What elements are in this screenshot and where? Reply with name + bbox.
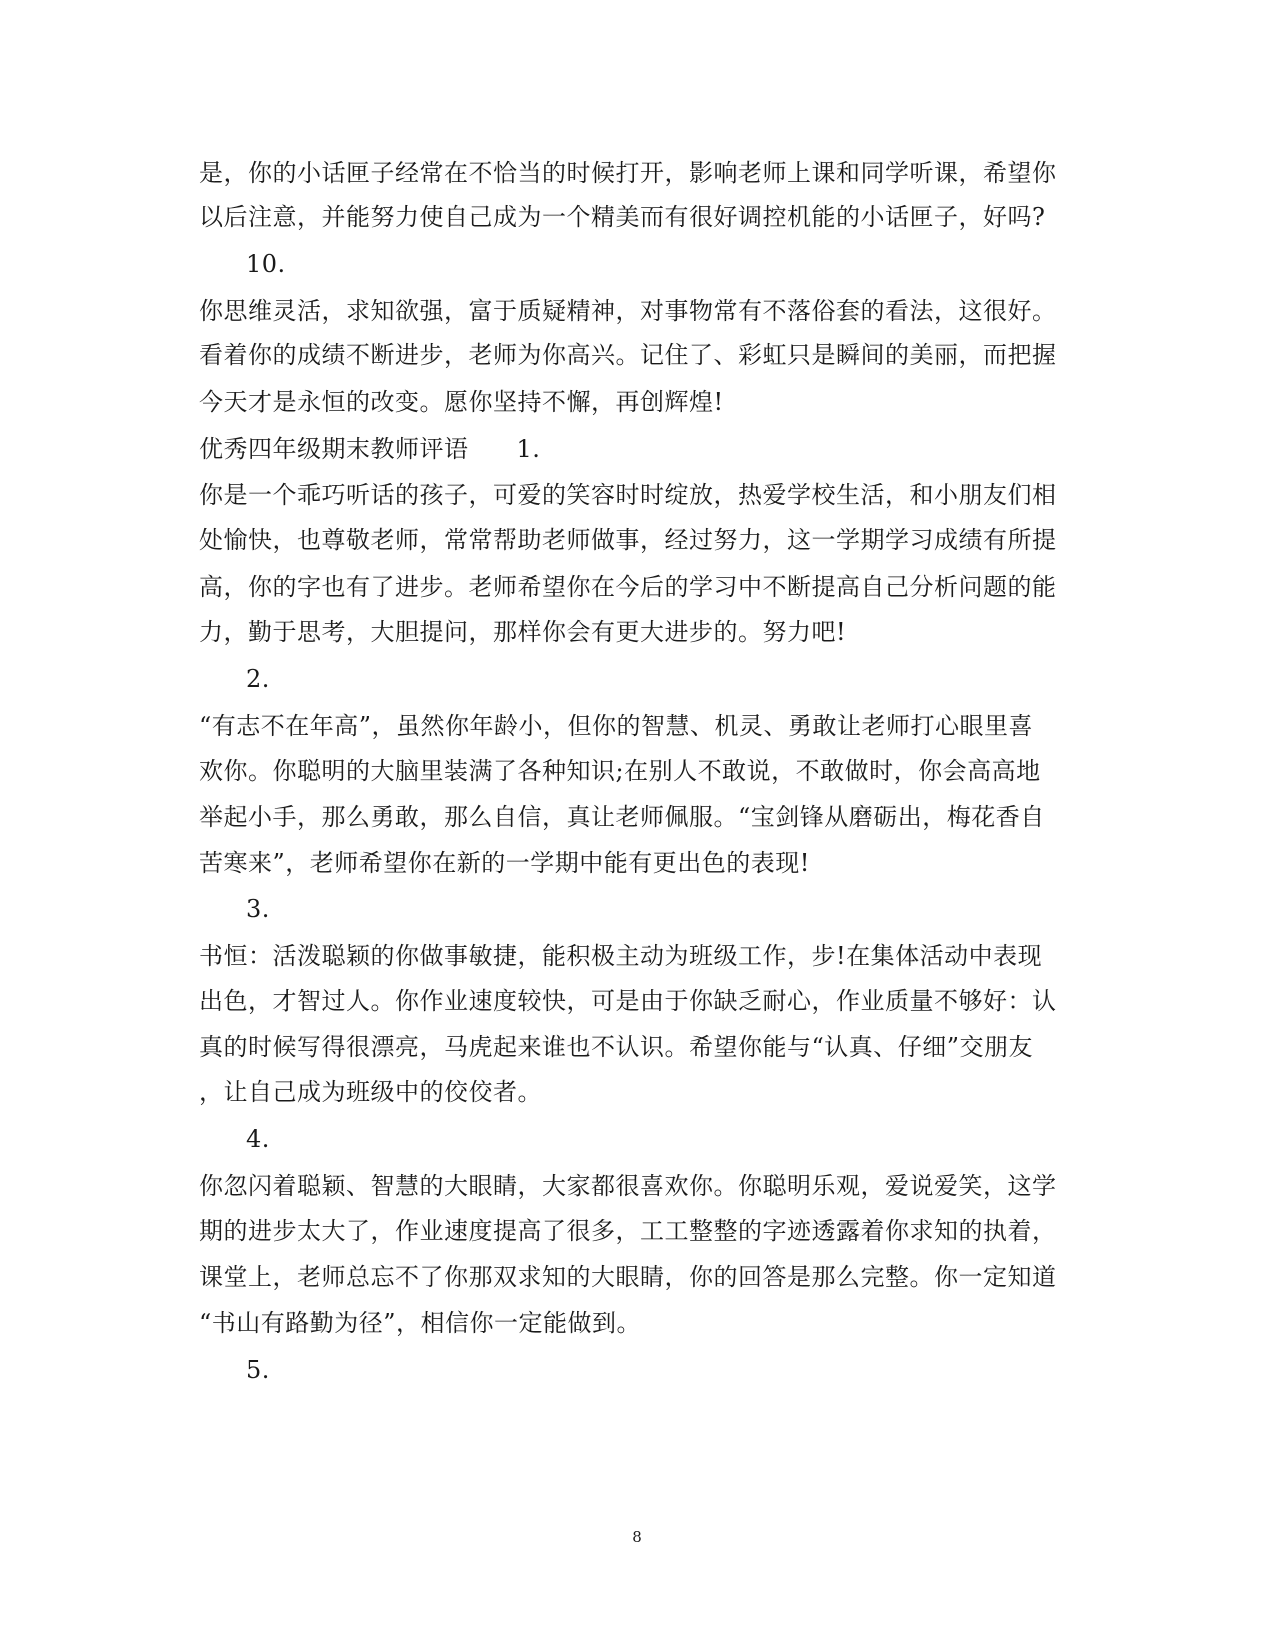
- section-heading: [199, 434, 1079, 464]
- paragraph-line: 你是一个乖巧听话的孩子，可爱的笑容时时绽放，热爱学校生活，和小朋友们相: [199, 481, 1057, 509]
- paragraph-line: 是，你的小话匣子经常在不恰当的时候打开，影响老师上课和同学听课，希望你: [199, 159, 1057, 187]
- page-number: 8: [632, 1528, 642, 1546]
- item-number: 2.: [246, 665, 270, 693]
- paragraph-line: 苦寒来”，老师希望你在新的一学期中能有更出色的表现!: [199, 849, 810, 877]
- paragraph-line: ，让自己成为班级中的佼佼者。: [199, 1078, 542, 1106]
- paragraph-line: 你忽闪着聪颖、智慧的大眼睛，大家都很喜欢你。你聪明乐观，爱说爱笑，这学: [199, 1172, 1057, 1200]
- item-number: 5.: [246, 1356, 270, 1384]
- paragraph-line: 高，你的字也有了进步。老师希望你在今后的学习中不断提高自己分析问题的能: [199, 573, 1057, 601]
- paragraph-line: 看着你的成绩不断进步，老师为你高兴。记住了、彩虹只是瞬间的美丽，而把握: [199, 341, 1057, 369]
- item-number: 3.: [246, 895, 270, 923]
- item-number: 1.: [516, 435, 541, 463]
- paragraph-line: 书恒：活泼聪颖的你做事敏捷，能积极主动为班级工作，步!在集体活动中表现: [199, 942, 1043, 970]
- paragraph-line: 力，勤于思考，大胆提问，那样你会有更大进步的。努力吧!: [199, 618, 847, 646]
- paragraph-line: “书山有路勤为径”，相信你一定能做到。: [199, 1309, 642, 1337]
- paragraph-line: 你思维灵活，求知欲强，富于质疑精神，对事物常有不落俗套的看法，这很好。: [199, 297, 1057, 325]
- paragraph-line: 真的时候写得很漂亮，马虎起来谁也不认识。希望你能与“认真、仔细”交朋友: [199, 1033, 1034, 1061]
- paragraph-line: 期的进步太大了，作业速度提高了很多，工工整整的字迹透露着你求知的执着，: [199, 1217, 1057, 1245]
- paragraph-line: “有志不在年高”，虽然你年龄小，但你的智慧、机灵、勇敢让老师打心眼里喜: [199, 712, 1034, 740]
- paragraph-line: 处愉快，也尊敬老师，常常帮助老师做事，经过努力，这一学期学习成绩有所提: [199, 526, 1057, 554]
- paragraph-line: 今天才是永恒的改变。愿你坚持不懈，再创辉煌!: [199, 388, 724, 416]
- paragraph-line: 出色，才智过人。你作业速度较快，可是由于你缺乏耐心，作业质量不够好：认: [199, 987, 1057, 1015]
- paragraph-line: 以后注意，并能努力使自己成为一个精美而有很好调控机能的小话匣子，好吗?: [199, 203, 1046, 231]
- section-heading-title: 优秀四年级期末教师评语: [199, 435, 469, 463]
- item-number: 10.: [246, 250, 286, 278]
- item-number: 4.: [246, 1125, 270, 1153]
- paragraph-line: 课堂上，老师总忘不了你那双求知的大眼睛，你的回答是那么完整。你一定知道: [199, 1263, 1057, 1291]
- paragraph-line: 举起小手，那么勇敢，那么自信，真让老师佩服。“宝剑锋从磨砺出，梅花香自: [199, 803, 1045, 831]
- paragraph-line: 欢你。你聪明的大脑里装满了各种知识;在别人不敢说，不敢做时，你会高高地: [199, 757, 1041, 785]
